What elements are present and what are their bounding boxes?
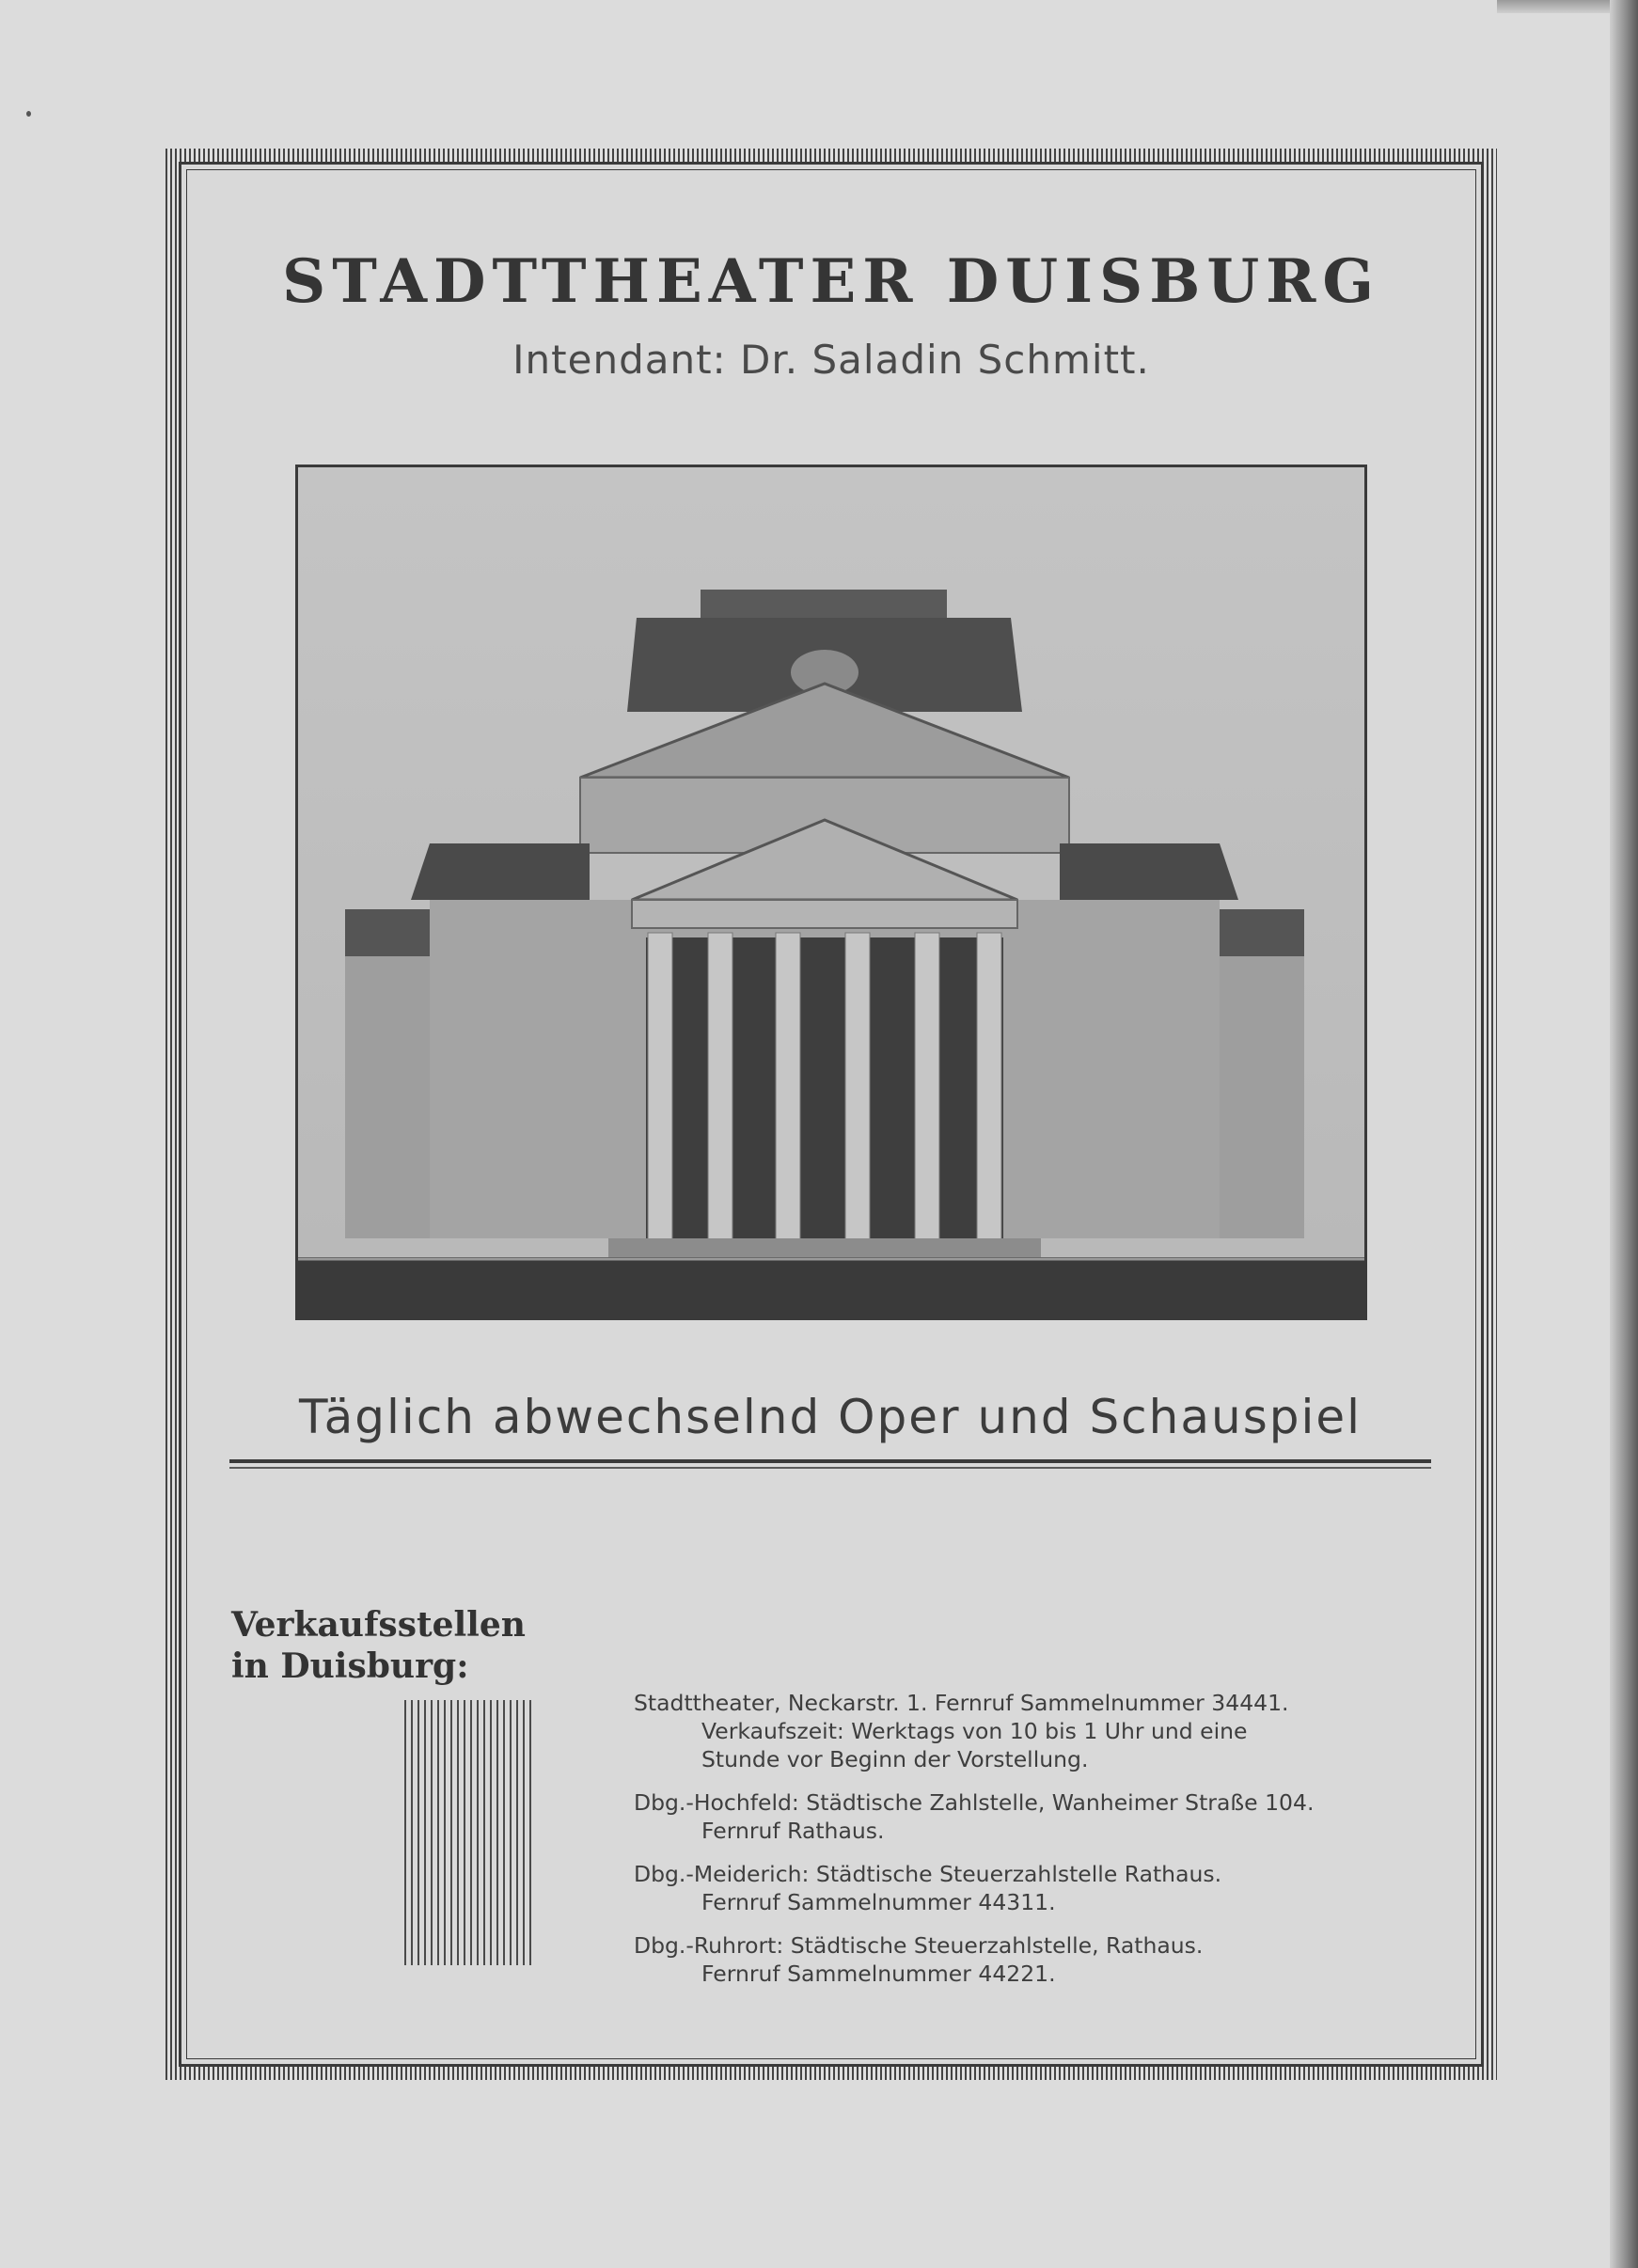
decorative-stripes (404, 1700, 532, 1965)
entry-line: Stadttheater, Neckarstr. 1. Fernruf Sammelnummer 34441. (634, 1690, 1289, 1716)
page-top-strip (1497, 0, 1610, 13)
entry-line: Fernruf Rathaus. (701, 1818, 885, 1844)
scan-speck (26, 111, 31, 117)
sales-heading (231, 1604, 526, 1687)
divider-rule-thin (229, 1467, 1431, 1469)
page-edge-shadow (1610, 0, 1638, 2268)
entry-line: Fernruf Sammelnummer 44311. (701, 1889, 1056, 1915)
sales-heading-line1: Verkaufsstellen (231, 1605, 526, 1645)
list-item (634, 1860, 1442, 1916)
entry-line: Stunde vor Beginn der Vorstellung. (701, 1746, 1089, 1772)
theater-building-icon (298, 467, 1364, 1317)
list-item (634, 1931, 1442, 1988)
entry-line: Fernruf Sammelnummer 44221. (701, 1961, 1056, 1987)
intendant-line: Intendant: Dr. Saladin Schmitt. (512, 337, 1150, 383)
list-item (634, 1788, 1442, 1845)
theater-photo (295, 465, 1367, 1320)
list-item (634, 1689, 1442, 1773)
divider-rule (229, 1459, 1431, 1463)
entry-line: Dbg.-Ruhrort: Städtische Steuerzahlstelle, Rathaus. (634, 1932, 1204, 1959)
page-title: STADTTHEATER DUISBURG (282, 246, 1380, 317)
entry-line: Verkaufszeit: Werktags von 10 bis 1 Uhr und eine (701, 1718, 1248, 1744)
sales-heading-line2: in Duisburg: (231, 1646, 469, 1686)
entry-line: Dbg.-Meiderich: Städtische Steuerzahlstelle Rathaus. (634, 1861, 1222, 1887)
entry-line: Dbg.-Hochfeld: Städtische Zahlstelle, Wanheimer Straße 104. (634, 1789, 1315, 1816)
sales-entries (634, 1689, 1442, 2003)
tagline: Täglich abwechselnd Oper und Schauspiel (298, 1390, 1362, 1444)
